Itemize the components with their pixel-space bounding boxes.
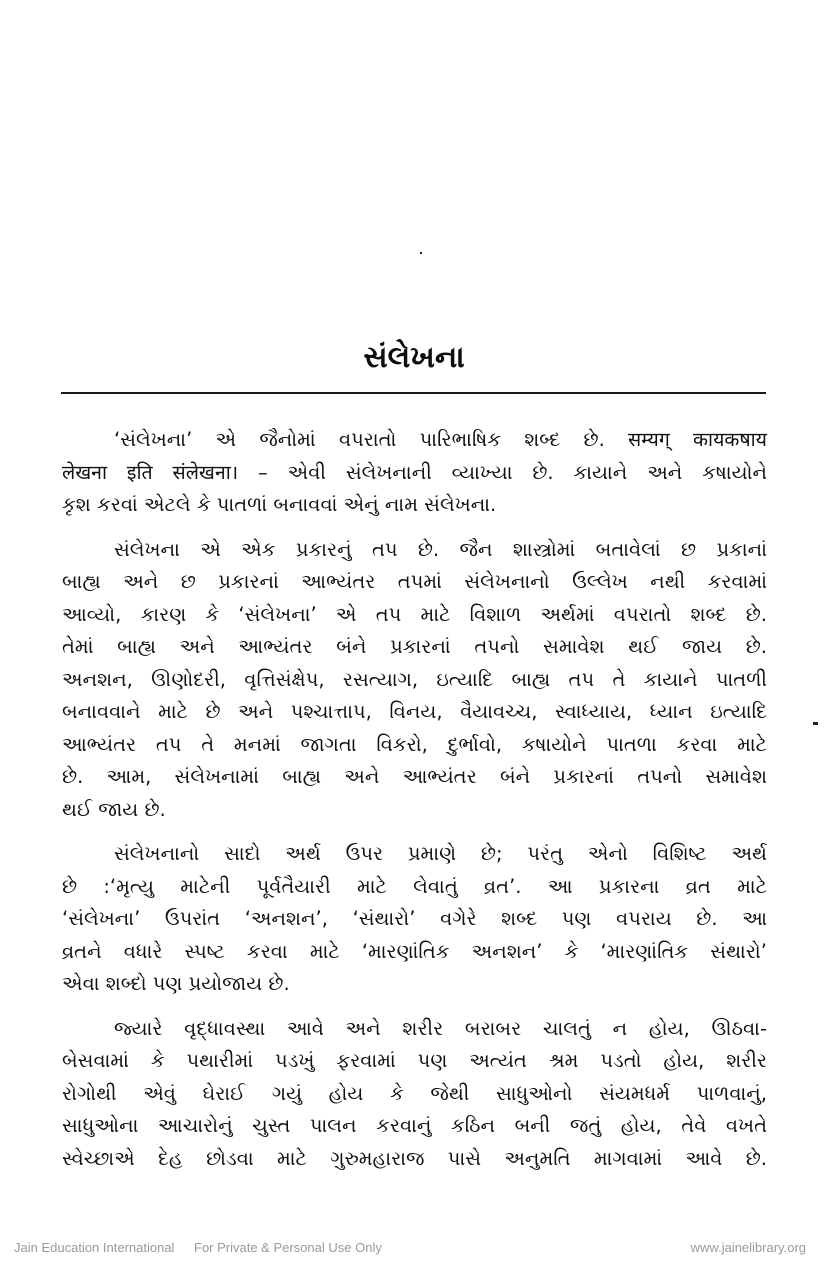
paragraph-4 xyxy=(62,1013,767,1176)
paragraph-1 xyxy=(62,424,767,522)
body-text xyxy=(62,424,767,1187)
text-line: અનશન, ઊણોદરી, વૃત્તિસંક્ષેપ, રસત્યાગ, ઇત્યાદિ બાહ્ય તપ તે કાયાને પાતળી xyxy=(62,667,767,691)
paragraph-2 xyxy=(62,534,767,827)
text-line: સ્વેચ્છાએ દેહ છોડવા માટે ગુરુમહારાજ પાસે અનુમતિ માગવામાં આવે છે. xyxy=(62,1146,767,1170)
text-line: બનાવવાને માટે છે અને પશ્ચાત્તાપ, વિનય, વૈયાવચ્ચ, સ્વાધ્યાય, ધ્યાન ઇત્યાદિ xyxy=(62,700,767,723)
text-line: આભ્યંતર તપ તે મનમાં જાગતા વિકરો, દુર્ભાવો, કષાયોને પાતળા કરવા માટે xyxy=(62,732,767,756)
footer-publisher: Jain Education International xyxy=(14,1240,175,1255)
text-line: એવા શબ્દો પણ પ્રયોજાય છે. xyxy=(62,972,290,995)
text-line: ‘સંલેખના’ ઉપરાંત ‘અનશન’, ‘સંથારો’ વગેરે શબ્દ પણ વપરાય છે. આ xyxy=(62,907,767,930)
text-line: છે. આમ, સંલેખનામાં બાહ્ય અને આભ્યંતર બંને પ્રકારનાં તપનો સમાવેશ xyxy=(62,765,767,788)
text-line: વ્રતને વધારે સ્પષ્ટ કરવા માટે ‘મારણાંતિક અનશન’ કે ‘મારણાંતિક સંથારો’ xyxy=(62,939,767,963)
text-line: સંલેખનાનો સાદો અર્થ ઉપર પ્રમાણે છે; પરંતુ એનો વિશિષ્ટ અર્થ xyxy=(114,842,767,865)
footer-website-link[interactable]: www.jainelibrary.org xyxy=(690,1240,806,1255)
text-line: સાધુઓના આચારોનું ચુસ્ત પાલન કરવાનું કઠિન બની જતું હોય, તેવે વખતે xyxy=(62,1114,767,1137)
paragraph-3 xyxy=(62,838,767,1001)
page-title: સંલેખના xyxy=(363,340,465,375)
speck-margin xyxy=(813,722,818,725)
footer xyxy=(0,1240,828,1258)
footer-usage-note: For Private & Personal Use Only xyxy=(194,1240,382,1255)
text-line: રોગોથી એવું ઘેરાઈ ગયું હોય કે જેથી સાધુઓનો સંયમધર્મ પાળવાનું, xyxy=(62,1081,767,1105)
text-line: સંલેખના એ એક પ્રકારનું તપ છે. જૈન શાસ્ત્રોમાં બતાવેલાં છ પ્રકાનાં xyxy=(114,537,767,561)
text-line: બેસવામાં કે પથારીમાં પડખું ફરવામાં પણ અત્યંત શ્રમ પડતો હોય, શરીર xyxy=(62,1049,767,1072)
text-line: આવ્યો, કારણ કે ‘સંલેખના’ એ તપ માટે વિશાળ અર્થમાં વપરાતો શબ્દ છે. xyxy=(62,602,767,626)
text-line: છે :‘મૃત્યુ માટેની પૂર્વતૈયારી માટે લેવાતું વ્રત’. આ પ્રકારના વ્રત માટે xyxy=(62,874,767,898)
text-line: તેમાં બાહ્ય અને આભ્યંતર બંને પ્રકારનાં તપનો સમાવેશ થઈ જાય છે. xyxy=(62,635,767,658)
speck-top xyxy=(420,252,422,254)
text-line: કૃશ કરવાં એટલે કે પાતળાં બનાવવાં એનું નામ સંલેખના. xyxy=(62,493,497,516)
text-line: જ્યારે વૃદ્ધાવસ્થા આવે અને શરીર બરાબર ચાલતું ન હોય, ઊઠવા- xyxy=(114,1016,767,1040)
text-line: બાહ્ય અને છ પ્રકારનાં આભ્યંતર તપમાં સંલેખનાનો ઉલ્લેખ નથી કરવામાં xyxy=(62,570,767,593)
title-rule xyxy=(61,392,766,394)
text-line: लेखना इति संलेखना। – એવી સંલેખનાની વ્યાખ્યા છે. કાયાને અને કષાયોને xyxy=(62,460,767,484)
text-line: થઈ જાય છે. xyxy=(62,797,166,821)
text-line: ‘સંલેખના’ એ જૈનોમાં વપરાતો પારિભાષિક શબ્દ છે. सम्यग् कायकषाय xyxy=(114,428,767,451)
